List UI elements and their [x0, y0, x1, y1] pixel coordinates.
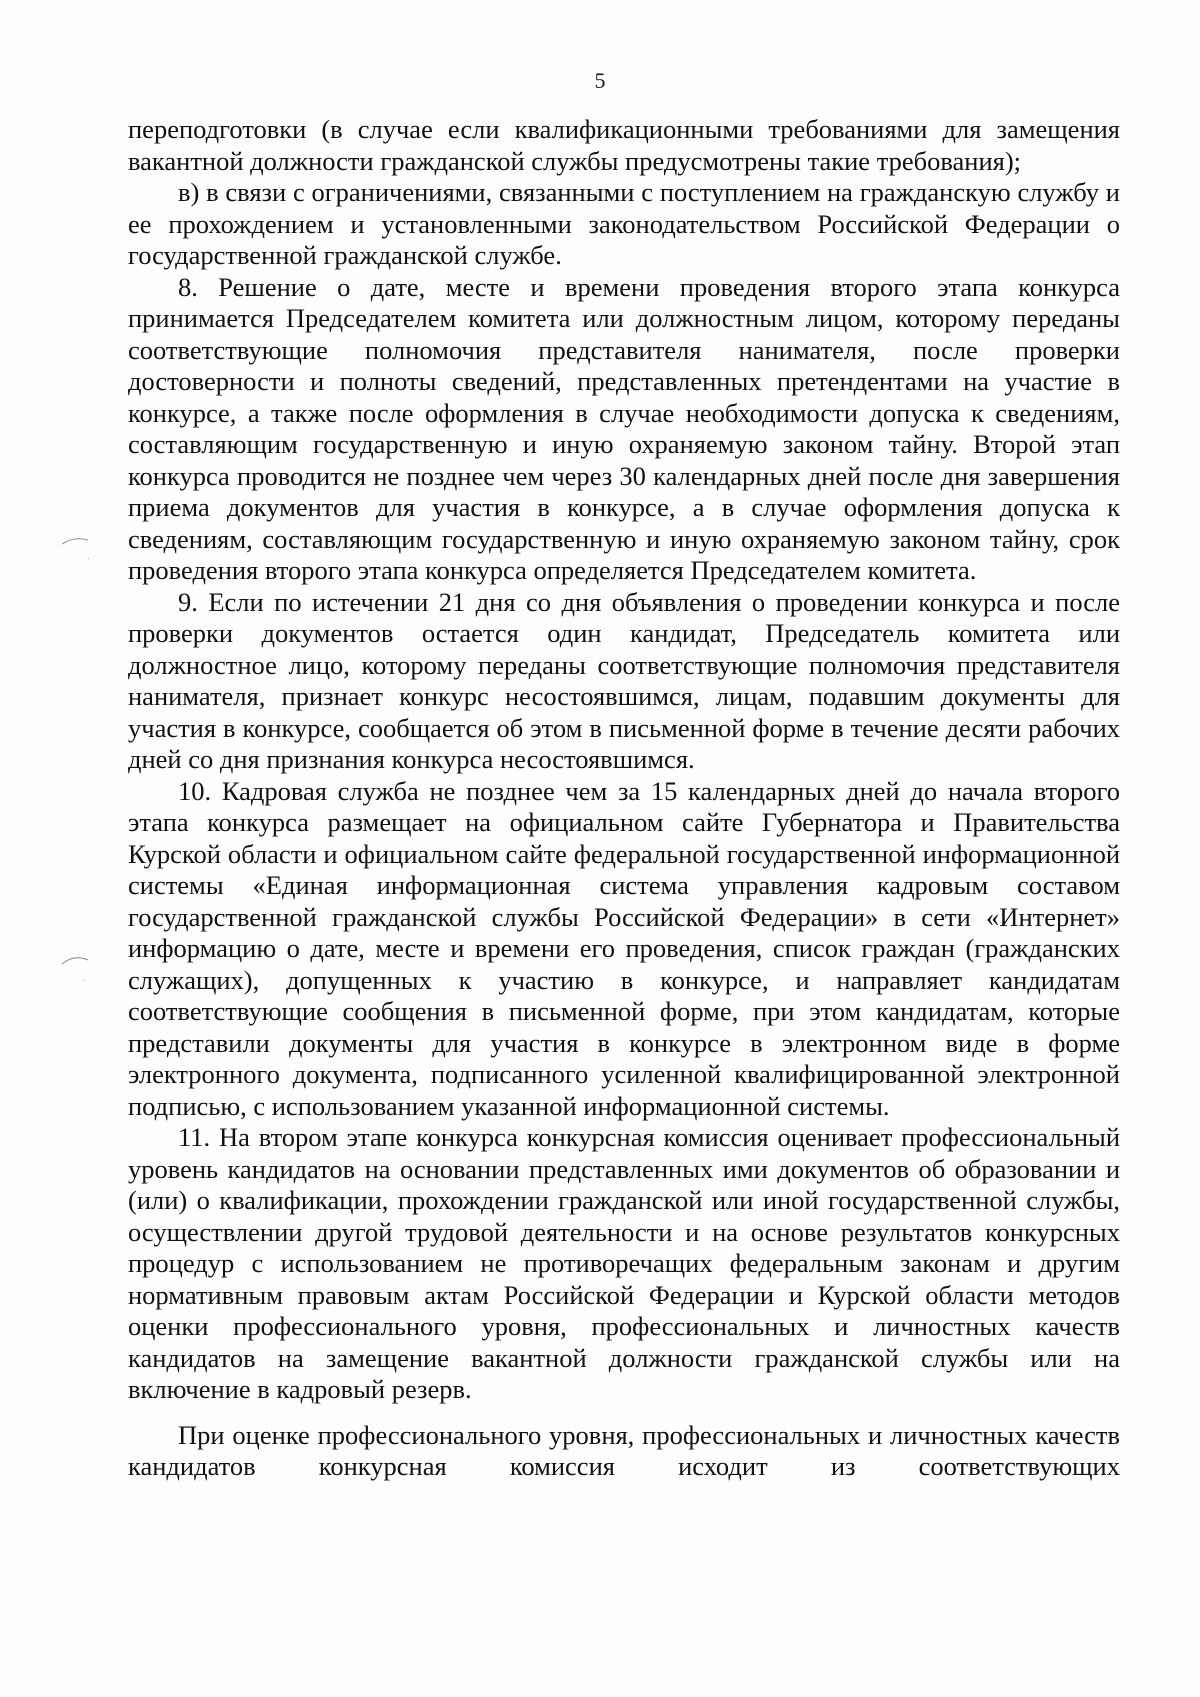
paragraph-assessment: При оценке профессионального уровня, профессиональных и личностных качеств кандидатов конкурсная комиссия исходит из соответствующих — [128, 1419, 1120, 1481]
paragraph-subitem-v: в) в связи с ограничениями, связанными с поступлением на гражданскую службу и ее прохождением и установленными законодательством Российской Федерации о государственной гражданской службе. — [128, 177, 1120, 270]
paragraph-item-11: 11. На втором этапе конкурса конкурсная комиссия оценивает профессиональный уровень кандидатов на основании представленных ими документов об образовании и (или) о квалификации, прохождении гражданской или иной государственной службы, осуществлении другой трудовой деятельности и на основе результатов конкурсных процедур с использованием не противоречащих федеральным законам и другим нормативным правовым актам Российской Федерации и Курской области методов оценки профессионального уровня, профессиональных и личностных качеств кандидатов на замещение вакантной должности гражданской службы или на включение в кадровый резерв. — [128, 1122, 1120, 1404]
paragraph-continuation: переподготовки (в случае если квалификационными требованиями для замещения вакантной должности гражданской службы предусмотрены такие требования); — [128, 114, 1120, 176]
scan-artifact-mark — [58, 528, 98, 562]
document-body — [128, 114, 1120, 1483]
scan-artifact-mark — [58, 950, 98, 984]
paragraph-item-10: 10. Кадровая служба не позднее чем за 15 календарных дней до начала второго этапа конкурса размещает на официальном сайте Губернатора и Правительства Курской области и официальном сайте федеральной государственной информационной системы «Единая информационная система управления кадровым составом государственной гражданской службы Российской Федерации» в сети «Интернет» информацию о дате, месте и времени его проведения, список граждан (гражданских служащих), допущенных к участию в конкурсе, и направляет кандидатам соответствующие сообщения в письменной форме, при этом кандидатам, которые представили документы для участия в конкурсе в электронном виде в форме электронного документа, подписанного усиленной квалифицированной электронной подписью, с использованием указанной информационной системы. — [128, 775, 1120, 1121]
paragraph-item-9: 9. Если по истечении 21 дня со дня объявления о проведении конкурса и после проверки документов остается один кандидат, Председатель комитета или должностное лицо, которому переданы соответствующие полномочия представителя нанимателя, признает конкурс несостоявшимся, лицам, подавшим документы для участия в конкурсе, сообщается об этом в письменной форме в течение десяти рабочих дней со дня признания конкурса несостоявшимся. — [128, 586, 1120, 774]
paragraph-item-8: 8. Решение о дате, месте и времени проведения второго этапа конкурса принимается Председателем комитета или должностным лицом, которому переданы соответствующие полномочия представителя нанимателя, после проверки достоверности и полноты сведений, представленных претендентами на участие в конкурсе, а также после оформления в случае необходимости допуска к сведениям, составляющим государственную и иную охраняемую законом тайну. Второй этап конкурса проводится не позднее чем через 30 календарных дней после дня завершения приема документов для участия в конкурсе, а в случае оформления допуска к сведениям, составляющим государственную и иную охраняемую законом тайну, срок проведения второго этапа конкурса определяется Председателем комитета. — [128, 271, 1120, 585]
page-number: 5 — [594, 68, 606, 93]
